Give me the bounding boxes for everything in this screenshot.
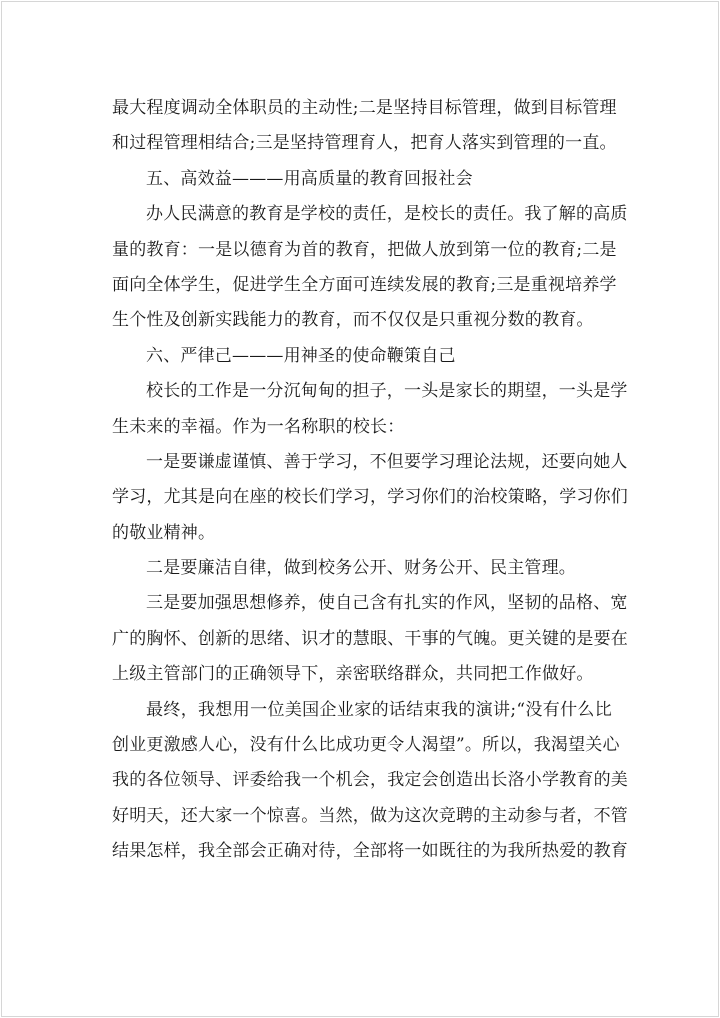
- body-line: 广的胸怀、创新的思绪、识才的慧眼、干事的气魄。更关键的是要在: [112, 628, 628, 649]
- body-line: 三是要加强思想修养，使自己含有扎实的作风，坚韧的品格、宽: [146, 593, 628, 614]
- body-line: 我的各位领导、评委给我一个机会，我定会创造出长洛小学教育的美: [112, 770, 628, 791]
- body-line: 面向全体学生，促进学生全方面可连续发展的教育;三是重视培养学: [112, 274, 617, 295]
- body-line: 生个性及创新实践能力的教育，而不仅仅是只重视分数的教育。: [112, 310, 594, 331]
- body-line: 一是要谦虚谨慎、善于学习，不但要学习理论法规，还要向她人: [146, 451, 628, 472]
- body-line: 生未来的幸福。作为一名称职的校长：: [112, 416, 405, 437]
- body-line: 二是要廉洁自律，做到校务公开、财务公开、民主管理。: [146, 558, 576, 579]
- body-line: 最终，我想用一位美国企业家的话结束我的演讲;“没有什么比: [146, 699, 612, 720]
- body-line: 创业更激感人心，没有什么比成功更令人渴望”。所以，我渴望关心: [112, 735, 620, 756]
- section-heading: 五、高效益———用高质量的教育回报社会: [146, 168, 473, 189]
- body-line: 学习，尤其是向在座的校长们学习，学习你们的治校策略，学习你们: [112, 487, 628, 508]
- body-line: 校长的工作是一分沉甸甸的担子，一头是家长的期望，一头是学: [146, 381, 628, 402]
- body-line: 量的教育：一是以德育为首的教育，把做人放到第一位的教育;二是: [112, 239, 617, 260]
- body-line: 的敬业精神。: [112, 522, 216, 543]
- body-line: 最大程度调动全体职员的主动性;二是坚持目标管理，做到目标管理: [112, 98, 617, 118]
- body-line: 办人民满意的教育是学校的责任，是校长的责任。我了解的高质: [146, 204, 628, 225]
- body-line: 结果怎样，我全部会正确对待，全部将一如既往的为我所热爱的教育: [112, 841, 628, 862]
- body-line: 上级主管部门的正确领导下，亲密联络群众，共同把工作做好。: [112, 664, 594, 685]
- body-line: 好明天，还大家一个惊喜。当然，做为这次竞聘的主动参与者，不管: [112, 805, 628, 826]
- document-body: [112, 91, 628, 870]
- body-line: 和过程管理相结合;三是坚持管理育人，把育人落实到管理的一直。: [112, 133, 617, 154]
- section-heading: 六、严律己———用神圣的使命鞭策自己: [146, 345, 456, 366]
